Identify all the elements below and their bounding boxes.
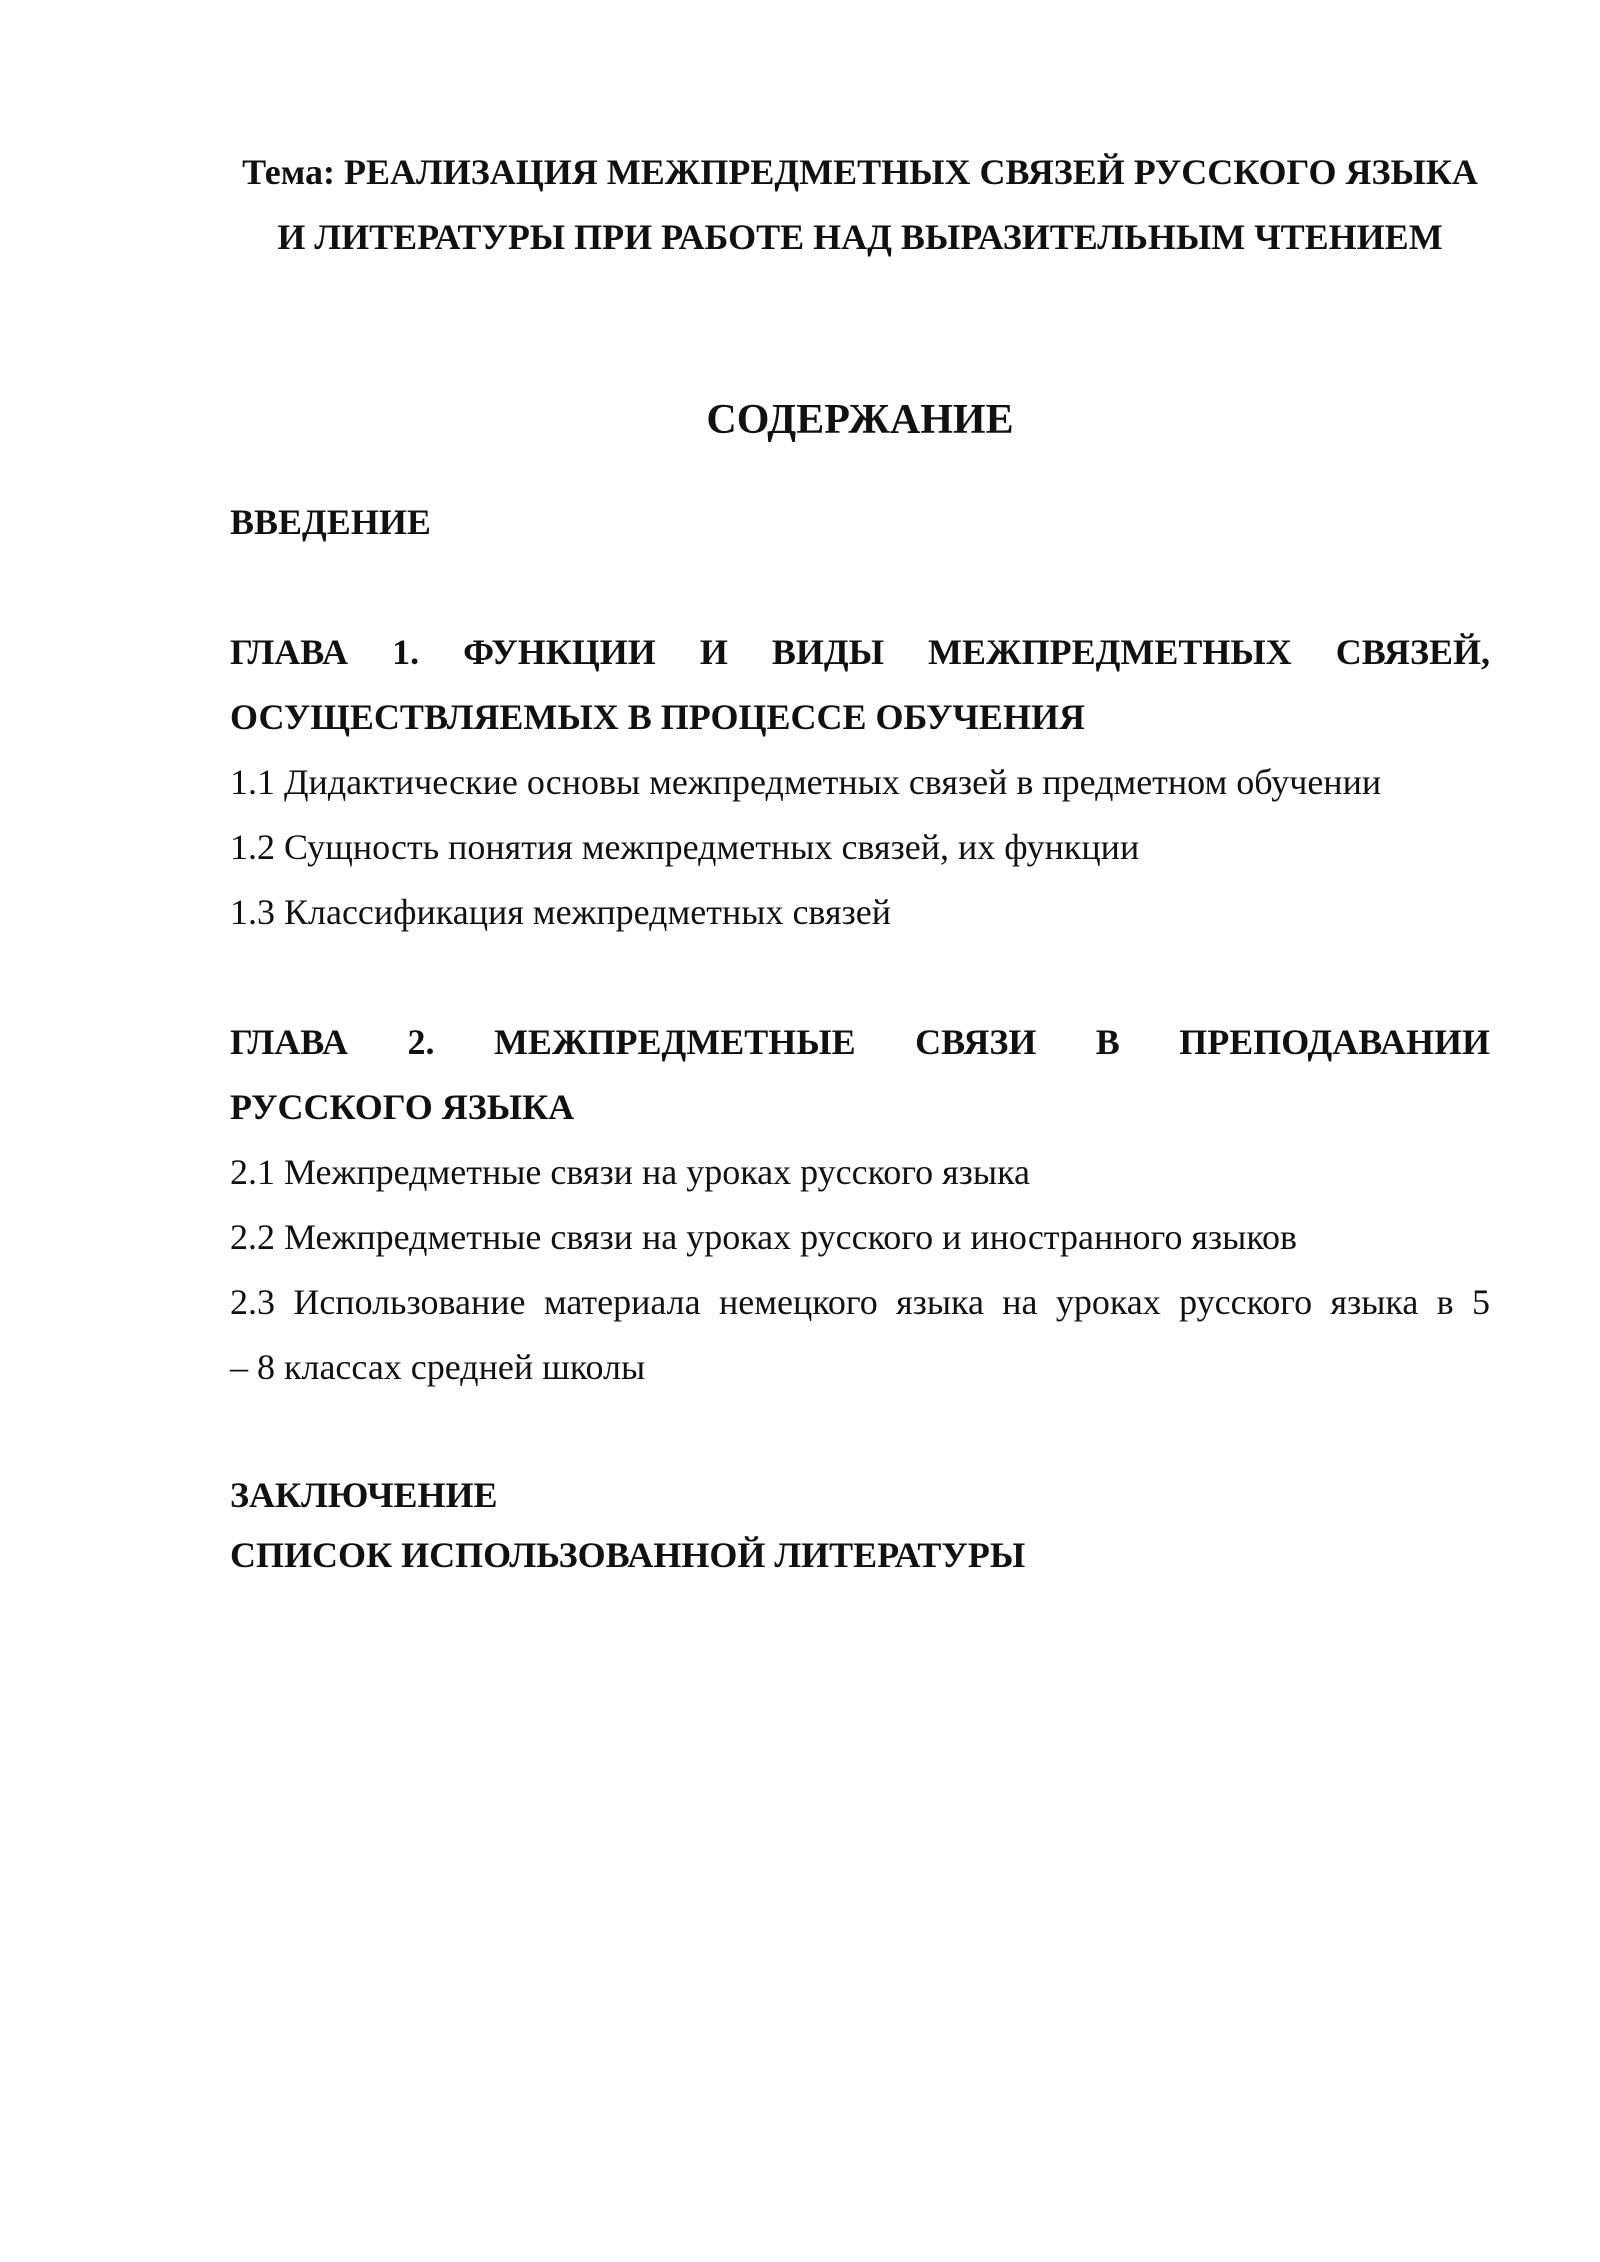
toc-item-2-2: 2.2 Межпредметные связи на уроках русского и иностранного языков	[230, 1217, 1297, 1257]
toc-item-2-3-line-2: – 8 классах средней школы	[230, 1347, 646, 1387]
document-topic: Тема: РЕАЛИЗАЦИЯ МЕЖПРЕДМЕТНЫХ СВЯЗЕЙ РУССКОГО ЯЗЫКА И ЛИТЕРАТУРЫ ПРИ РАБОТЕ НАД ВЫРАЗИТЕЛЬНЫМ ЧТЕНИЕМ	[242, 152, 1478, 257]
toc-chapter-2	[230, 1010, 1490, 1400]
chapter-1-title-line-1: ГЛАВА 1. ФУНКЦИИ И ВИДЫ МЕЖПРЕДМЕТНЫХ СВЯЗЕЙ,	[230, 632, 1490, 672]
toc-item-1-3: 1.3 Классификация межпредметных связей	[230, 892, 891, 932]
toc-conclusion: ЗАКЛЮЧЕНИЕ	[230, 1475, 498, 1515]
table-of-contents-title: СОДЕРЖАНИЕ	[706, 397, 1014, 443]
toc-item-1-1: 1.1 Дидактические основы межпредметных связей в предметном обучении	[230, 762, 1382, 802]
toc-item-2-3-line-1: 2.3 Использование материала немецкого языка на уроках русского языка в 5	[230, 1282, 1490, 1322]
chapter-2-title-line-1: ГЛАВА 2. МЕЖПРЕДМЕТНЫЕ СВЯЗИ В ПРЕПОДАВАНИИ	[230, 1022, 1490, 1062]
toc-chapter-1	[230, 620, 1490, 945]
toc-item-2-1: 2.1 Межпредметные связи на уроках русского языка	[230, 1152, 1031, 1192]
toc-item-1-2: 1.2 Сущность понятия межпредметных связей, их функции	[230, 827, 1140, 867]
toc-bibliography: СПИСОК ИСПОЛЬЗОВАННОЙ ЛИТЕРАТУРЫ	[230, 1535, 1026, 1575]
toc-introduction: ВВЕДЕНИЕ	[230, 502, 431, 542]
chapter-1-title-line-2: ОСУЩЕСТВЛЯЕМЫХ В ПРОЦЕССЕ ОБУЧЕНИЯ	[230, 697, 1085, 737]
chapter-2-title-line-2: РУССКОГО ЯЗЫКА	[230, 1087, 575, 1127]
